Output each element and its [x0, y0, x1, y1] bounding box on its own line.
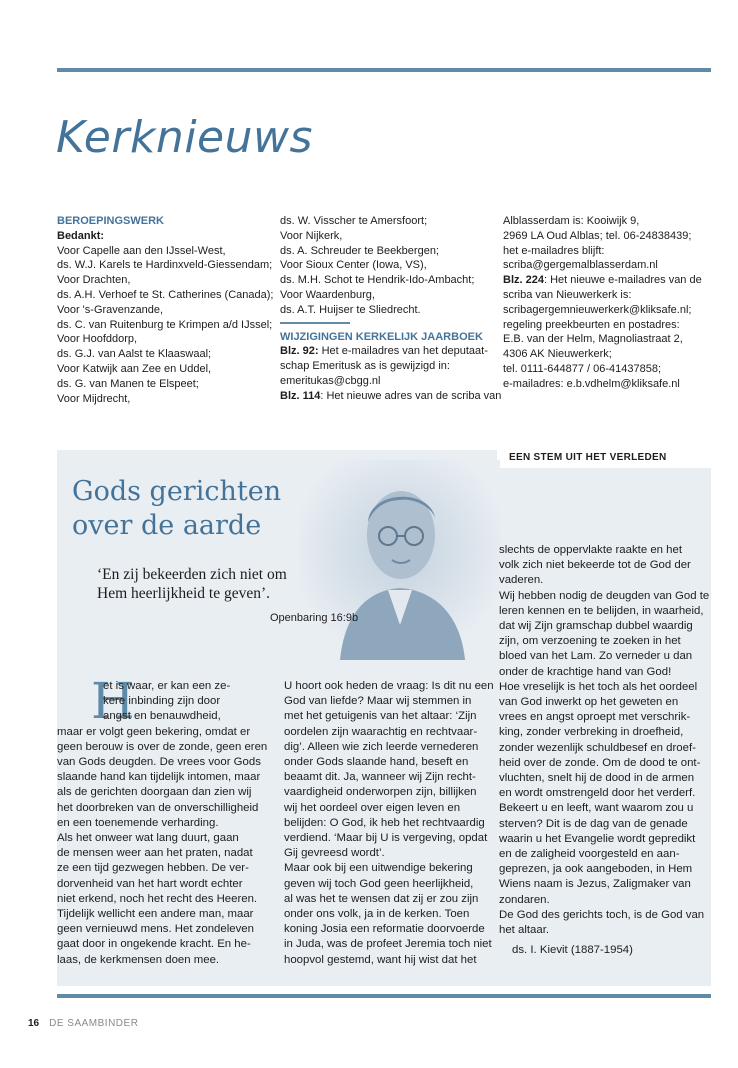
text-line: scribagergemnieuwerkerk@kliksafe.nl;: [503, 303, 692, 316]
text-line: ze een tijd gezwegen hebben. De ver-: [57, 862, 249, 875]
section-heading: BEROEPINGSWERK: [57, 215, 164, 227]
text-line: ds. W.J. Karels te Hardinxveld-Giessendam;: [57, 259, 273, 272]
text-line: onder ons volk, ja in de kerken. Toen: [284, 908, 470, 921]
text-line: waarin u het Evangelie wordt gepredikt: [499, 832, 696, 845]
text-line: et is waar, er kan een ze-: [103, 680, 231, 692]
text-line: slaande hand kan tijdelijk intomen, maar: [57, 771, 261, 784]
text-line: geven wij toch God geen heerlijkheid,: [284, 877, 474, 890]
text-line: de mensen weer aan het praten, nadat: [57, 847, 253, 860]
text-line: maar er volgt geen bekering, omdat er: [57, 725, 251, 738]
text-line: van Gods deugden. De vrees voor Gods: [57, 756, 261, 769]
text-line: van God inwerkt op het geweten en: [499, 696, 679, 709]
text-line: ds. W. Visscher te Amersfoort;: [280, 215, 428, 227]
text-line: dig’. Alleen wie zich leerde vernederen: [284, 740, 479, 753]
text-line: De God des gerichts toch, is de God van: [499, 908, 705, 921]
page-number: 16: [28, 1018, 40, 1029]
text-line: zonder wezenlijk schuldbesef en droef-: [499, 741, 696, 754]
text-line: en de zaligheid voorgesteld en aan-: [499, 848, 680, 861]
text-line: ds. C. van Ruitenburg te Krimpen a/d IJssel;: [57, 318, 273, 331]
news-column-3: [503, 214, 715, 392]
text-line: E.B. van der Helm, Magnoliastraat 2,: [503, 333, 683, 346]
text-line: bloed van het Lam. Zo verneder u dan: [499, 650, 693, 663]
text-line: geen berouw is over de zonde, geen eren: [57, 740, 268, 753]
jaarboek-entry: [503, 273, 715, 288]
text-line: Voor 's-Gravenzande,: [57, 303, 164, 316]
page-ref-label: Blz. 114: [280, 389, 321, 402]
text-line: met het getuigenis van het altaar: ‘Zijn: [284, 710, 477, 723]
beroepingswerk-list-cont: [280, 214, 496, 318]
text-line: leren kennen en te belijden, in waarheid,: [499, 604, 704, 617]
section-heading: WIJZIGINGEN KERKELIJK JAARBOEK: [280, 330, 483, 343]
text-line: koning Josia een reformatie doorvoerde: [284, 923, 485, 936]
text-line: Voor Waardenburg,: [280, 288, 375, 301]
text-line: onder Gods slaande hand, beseft en: [284, 756, 469, 769]
news-column-2: [280, 214, 502, 404]
text-line: geen vernieuwd mens. Het zondeleven: [57, 923, 254, 936]
subheading: Bedankt:: [57, 229, 105, 242]
text-line: 4306 AK Nieuwerkerk;: [503, 348, 612, 361]
article-tag: [497, 450, 711, 468]
text-line: vluchten, snelt hij de dood in de armen: [499, 772, 695, 785]
article-title: [72, 475, 332, 543]
text-line: beaamt dit. Ja, wanneer wij Zijn recht-: [284, 771, 476, 784]
article-title-line: Gods gerichten: [72, 476, 282, 507]
bible-quote: [97, 565, 357, 603]
page-footer: [28, 1018, 138, 1029]
text-line: regeling preekbeurten en postadres:: [503, 318, 680, 331]
entry-text: Het e-mailadres van het deputaat-: [318, 345, 488, 358]
quote-line: Hem heerlijkheid te geven’.: [97, 585, 271, 602]
text-line: scriba@gergemalblasserdam.nl: [503, 259, 658, 272]
text-line: e-mailadres: e.b.vdhelm@kliksafe.nl: [503, 377, 680, 390]
text-line: volk zich niet bekeerde tot de God der: [499, 559, 691, 572]
text-line: Voor Mijdrecht,: [57, 392, 131, 405]
text-line: gaat door in ongekende kracht. En he-: [57, 938, 251, 951]
text-line: ds. G. van Manen te Elspeet;: [57, 377, 199, 390]
text-line: het doorbreken van de onverschilligheid: [57, 801, 259, 814]
text-line: 2969 LA Oud Alblas; tel. 06-24838439;: [503, 229, 692, 242]
jaarboek-entry-lines: [280, 359, 496, 389]
text-line: Voor Nijkerk,: [280, 229, 343, 242]
text-line: scriba van Nieuwerkerk is:: [503, 288, 632, 301]
text-line: ds. A.T. Huijser te Sliedrecht.: [280, 303, 421, 316]
text-line: ds. A.H. Verhoef te St. Catherines (Canada);: [57, 288, 274, 301]
article-lines-indented: [57, 679, 267, 725]
text-line: Gij gevreesd wordt’.: [284, 847, 385, 860]
text-line: Voor Capelle aan den IJssel-West,: [57, 244, 226, 257]
beroepingswerk-list: [57, 244, 275, 407]
page-ref-label: Blz. 92:: [280, 345, 319, 358]
top-rule: [57, 68, 711, 72]
entry-text: : Het nieuwe e-mailadres van de: [543, 274, 702, 287]
text-line: Alblasserdam is: Kooiwijk 9,: [503, 215, 640, 227]
text-line: slechts de oppervlakte raakte en het: [499, 544, 682, 556]
text-line: geprezen, ja ook aangeboden, in Hem: [499, 863, 693, 876]
article-signature: ds. I. Kievit (1887-1954): [512, 944, 633, 956]
text-line: Bekeert u en leeft, want waarom zou u: [499, 802, 694, 815]
text-line: king, zonder verbreking in droefheid,: [499, 726, 684, 739]
text-line: Wiens naam is Jezus, Zaligmaker van: [499, 878, 691, 891]
text-line: Maar ook bij een uitwendige bekering: [284, 862, 473, 875]
text-line: Voor Drachten,: [57, 274, 131, 287]
text-line: kere inbinding zijn door: [103, 695, 221, 708]
text-line: verdiend. ‘Maar bij U is vergeving, opdat: [284, 832, 488, 845]
article-column-1: [57, 679, 267, 968]
text-line: ds. A. Schreuder te Beekbergen;: [280, 244, 439, 257]
article-column-2: [284, 679, 494, 968]
text-line: Voor Sioux Center (Iowa, VS),: [280, 259, 427, 272]
text-line: Voor Katwijk aan Zee en Uddel,: [57, 362, 212, 375]
text-line: angst en benauwdheid,: [103, 710, 221, 723]
text-line: zijn, om verzoening te zoeken in het: [499, 635, 681, 648]
text-line: al was het te wensen dat zij er zou zijn: [284, 892, 479, 905]
text-line: Voor Hoofddorp,: [57, 333, 138, 346]
bottom-rule: [57, 994, 711, 998]
text-line: dat wij Zijn gramschap dubbel waardig: [499, 620, 693, 633]
text-line: heid over de zonde. Om de dood te ont-: [499, 756, 701, 769]
article-tag-label: EEN STEM UIT HET VERLEDEN: [509, 452, 667, 463]
jaarboek-entry-lines: [503, 214, 715, 273]
text-line: niet erkend, noch het recht des Heeren.: [57, 892, 258, 905]
entry-text: : Het nieuwe adres van de scriba van: [320, 389, 502, 402]
text-line: vrees en angst oproept met verschrik-: [499, 711, 691, 724]
section-divider: [280, 322, 350, 324]
article-column-3: [499, 543, 709, 938]
drop-cap: H: [91, 672, 135, 730]
jaarboek-entry-lines: [503, 288, 715, 392]
text-line: emeritukas@cbgg.nl: [280, 374, 381, 387]
publication-name: DE SAAMBINDER: [49, 1018, 139, 1029]
text-line: ds. G.J. van Aalst te Klaaswaal;: [57, 348, 212, 361]
text-line: zondaren.: [499, 893, 550, 906]
text-line: als de gerichten doorgaan dan zien wij: [57, 786, 252, 799]
text-line: belijden: O God, ik heb het rechtvaardig: [284, 816, 485, 829]
news-column-1: [57, 214, 275, 406]
text-line: het e-mailadres blijft:: [503, 244, 605, 257]
quote-line: ‘En zij bekeerden zich niet om: [97, 566, 287, 583]
text-line: sterven? Dit is de dag van de genade: [499, 817, 688, 830]
text-line: in Juda, was de profeet Jeremia toch niet: [284, 938, 492, 951]
text-line: laas, de kerkmensen doen mee.: [57, 953, 220, 966]
text-line: wij het oordeel over eigen leven en: [284, 801, 461, 814]
text-line: dorvenheid van het hart wordt echter: [57, 877, 243, 890]
text-line: Wij hebben nodig de deugden van God te: [499, 589, 710, 602]
text-line: schap Emeritusk as is gewijzigd in:: [280, 360, 450, 373]
text-line: tel. 0111-644877 / 06-41437858;: [503, 362, 662, 375]
text-line: God van liefde? Maar wij stemmen in: [284, 695, 472, 708]
jaarboek-entry: [280, 389, 502, 404]
text-line: hoopvol gestemd, want hij wist dat het: [284, 953, 477, 966]
text-line: Hoe vreselijk is het toch als het oordeel: [499, 680, 698, 693]
article-title-line: over de aarde: [72, 510, 262, 541]
text-line: het altaar.: [499, 924, 550, 937]
text-line: vaderen.: [499, 574, 544, 587]
jaarboek-entry: [280, 344, 496, 359]
text-line: Als het onweer wat lang duurt, gaan: [57, 832, 239, 845]
text-line: onder de krachtige hand van God!: [499, 665, 672, 678]
text-line: U hoort ook heden de vraag: Is dit nu een: [284, 680, 494, 692]
text-line: en een toenemende verharding.: [57, 816, 219, 829]
text-line: ds. M.H. Schot te Hendrik-Ido-Ambacht;: [280, 274, 475, 287]
text-line: en wordt omstrengeld door het verderf.: [499, 787, 696, 800]
quote-reference: Openbaring 16:9b: [270, 612, 359, 624]
text-line: Tijdelijk wellicht een andere man, maar: [57, 908, 254, 921]
text-line: vaardigheid onderworpen zijn, billijken: [284, 786, 477, 799]
page-ref-label: Blz. 224: [503, 274, 544, 287]
article-lines: [57, 725, 267, 968]
text-line: oordelen zijn waarachtig en rechtvaar-: [284, 725, 478, 738]
page-title: Kerknieuws: [56, 112, 313, 163]
